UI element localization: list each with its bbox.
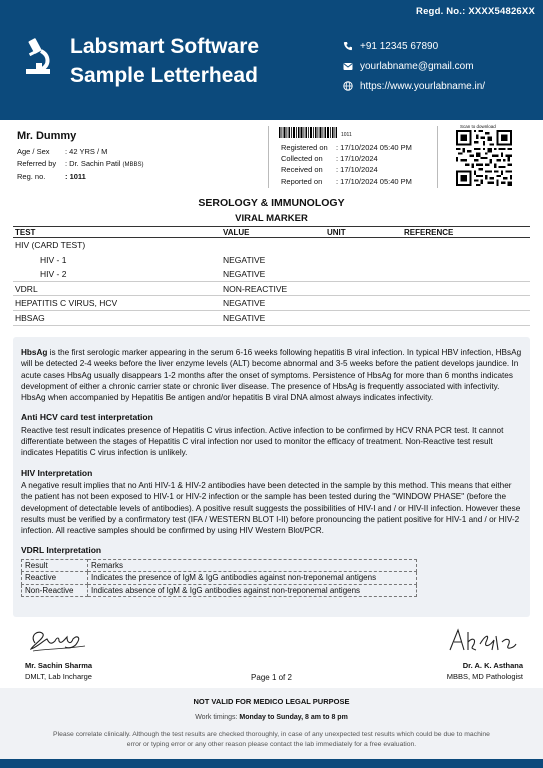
phone-icon (343, 41, 360, 51)
barcode-icon (279, 127, 337, 138)
test-name: HIV - 1 (40, 254, 67, 265)
table-row (13, 253, 530, 268)
registration-number: Regd. No.: XXXX54826XX (416, 6, 535, 17)
test-name: VDRL (15, 283, 38, 294)
table-row (22, 559, 417, 572)
test-name: HBSAG (15, 312, 45, 323)
left-signatory-title: DMLT, Lab Incharge (25, 672, 92, 681)
table-row (13, 267, 530, 282)
divider (268, 126, 269, 188)
microscope-logo-icon (22, 38, 54, 78)
vdrl-remarks: Remarks (88, 559, 417, 572)
table-row (22, 572, 417, 585)
patient-details (17, 146, 144, 183)
vdrl-remarks: Indicates absence of IgM & IgG antibodies against non-treponemal antigens (88, 584, 417, 597)
referred-by-qualification: (MBBS) (122, 162, 144, 168)
signature-right-image (446, 624, 520, 656)
test-name: HEPATITIS C VIRUS, HCV (15, 298, 118, 309)
test-value: NEGATIVE (223, 312, 266, 323)
table-row (13, 296, 530, 311)
brand-name (70, 32, 259, 90)
email-text: yourlabname@gmail.com (360, 60, 474, 72)
hiv-text: A negative result implies that no Anti HIV-1 & HIV-2 antibodies have been detected in the sample by this method. This means that either the patient has not been exposed to HIV-1 or HIV-2 infection or the sample has been tested during the "WINDOW PHASE" (before the development of detectable levels of antibodies). A positive result suggests the possibilities of HIV-I and / or HIV-II infection. However these results must be verified by a confirmatory test (IFA / WESTERN BLOT I-II) before pronouncing the patient positive for HIV-1 and / or HIV-2 infection. All reactive samples should be confirmed by using HIV Western Blot/PCR. (21, 480, 521, 536)
patient-name: Mr. Dummy (17, 130, 77, 142)
barcode-number: 1011 (341, 132, 352, 138)
hiv-title: HIV Interpretation (21, 467, 93, 478)
interpretation-box (13, 337, 530, 617)
header-value: VALUE (223, 227, 250, 237)
work-timings-label: Work timings: (195, 714, 240, 721)
test-name: HIV (CARD TEST) (15, 240, 86, 251)
received-label: Received on (281, 165, 323, 175)
website-row (343, 76, 485, 96)
table-row (13, 238, 530, 253)
registered-value: : 17/10/2024 05:40 PM (336, 143, 412, 152)
header-unit: UNIT (327, 227, 346, 237)
vdrl-result: Reactive (22, 572, 88, 585)
right-signatory-name: Dr. A. K. Asthana (462, 661, 523, 670)
footer (0, 688, 543, 768)
reported-value: : 17/10/2024 05:40 PM (336, 176, 412, 186)
referred-by-doctor: : Dr. Sachin Patil (65, 159, 121, 168)
vdrl-result: Non-Reactive (22, 584, 88, 597)
vdrl-result: Result (22, 559, 88, 572)
age-sex-label: Age / Sex (17, 147, 50, 156)
website-text: https://www.yourlabname.in/ (360, 80, 486, 92)
received-value: : 17/10/2024 (336, 165, 378, 175)
phone-text: +91 12345 67890 (360, 40, 439, 52)
hcv-text: Reactive test result indicates presence of Hepatitis C virus infection. Active infection to be confirmed by HCV RNA PCR test. It cannot differentiate between the stages of Hepatitis C viral infection nor used to monitor the efficacy of treatment. Non-Reactive test result indicates Hepatitis C virus infection is unlikely. (21, 425, 504, 458)
results-table (13, 226, 530, 326)
sample-dates (281, 142, 412, 187)
contact-block (343, 36, 485, 96)
age-sex-value: : 42 YRS / M (65, 147, 108, 156)
vdrl-title: VDRL Interpretation (21, 545, 102, 556)
phone-row (343, 36, 485, 56)
globe-icon (343, 81, 360, 91)
left-signatory-name: Mr. Sachin Sharma (25, 661, 93, 670)
results-header-row (13, 226, 530, 238)
barcode (279, 127, 352, 138)
reg-no-label: Reg. no. (17, 172, 46, 181)
test-value: NEGATIVE (223, 268, 266, 279)
collected-value: : 17/10/2024 (336, 154, 378, 164)
signature-left-image (25, 625, 95, 655)
hbsag-term: HbsAg (21, 348, 48, 357)
test-name: HIV - 2 (40, 268, 67, 279)
header-test: TEST (15, 227, 36, 237)
qr-code-icon[interactable] (456, 130, 512, 186)
referred-by-value (65, 158, 144, 171)
footer-bar (0, 759, 543, 768)
right-signatory-title: MBBS, MD Pathologist (446, 672, 523, 681)
not-valid-notice: NOT VALID FOR MEDICO LEGAL PURPOSE (193, 697, 350, 706)
collected-label: Collected on (281, 154, 323, 164)
disclaimer: Please correlate clinically. Although the test results are checked thoroughly, in case of any unexpected test results which could be due to machine error or typing error or any other reason please contact the lab immediately for a free evaluation. (53, 731, 490, 748)
mail-icon (343, 62, 360, 71)
test-value: NEGATIVE (223, 298, 266, 309)
reg-no-value: : 1011 (65, 172, 86, 181)
qr-label: Scan to download (460, 124, 496, 129)
brand-line-2: Sample Letterhead (70, 64, 258, 87)
work-timings (0, 714, 543, 721)
table-row (13, 282, 530, 297)
work-timings-value: Monday to Sunday, 8 am to 8 pm (239, 714, 348, 721)
hbsag-paragraph (21, 347, 522, 403)
table-row (13, 311, 530, 326)
patient-info (0, 120, 543, 192)
hcv-title: Anti HCV card test interpretation (21, 412, 153, 423)
vdrl-table (21, 559, 417, 598)
test-value: NON-REACTIVE (223, 283, 288, 294)
department-title: SEROLOGY & IMMUNOLOGY (198, 197, 345, 209)
letterhead-header (0, 0, 543, 120)
panel-title: VIRAL MARKER (235, 213, 308, 224)
hbsag-text: is the first serologic marker appearing in the serum 6-16 weeks following hepatitis B viral infection. In typical HBV infection, HBsAg will be detected 2-4 weeks before the liver enzyme levels (ALT) become abnormal and 3-5 weeks before the patient develops jaundice. In acute cases HbsAg usually disappears 1-2 months after the onset of symptoms. Persistence of HbsAg for more than 6 months indicates development of either a chronic carrier state or chronic liver disease. The presence of HbsAg is frequently associated with infectivity. HbsAg when accompanied by Hepatitis Be antigen and/or hepatitis B viral DNA almost always indicates infectivity. (21, 348, 522, 403)
brand-line-1: Labsmart Software (70, 35, 260, 58)
page-number: Page 1 of 2 (251, 673, 292, 682)
header-reference: REFERENCE (404, 227, 454, 237)
test-value: NEGATIVE (223, 254, 266, 265)
divider (437, 126, 438, 188)
reported-label: Reported on (281, 176, 323, 186)
signature-right (447, 660, 523, 682)
table-row (22, 584, 417, 597)
referred-by-label: Referred by (17, 159, 57, 168)
email-row (343, 56, 485, 76)
registered-label: Registered on (281, 143, 328, 152)
vdrl-remarks: Indicates the presence of IgM & IgG antibodies against non-treponemal antigens (88, 572, 417, 585)
